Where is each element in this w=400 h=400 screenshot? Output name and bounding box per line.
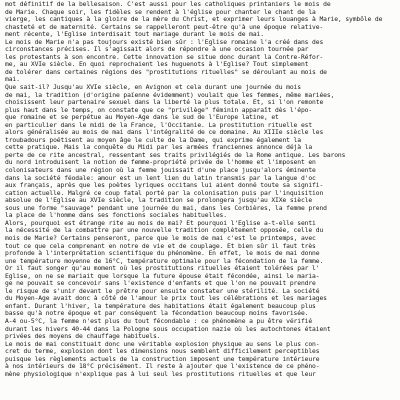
text-line: du nord introduisent la notion de femme-propriété privée de l'homme et l'imposent en <box>5 159 316 167</box>
text-line: Or il faut songer qu'au moment où les prostitutions rituelles étaient tolérées par l' <box>5 265 320 273</box>
text-line: Le mois de mai constituait donc une véritable explosion physique au sens le plus con- <box>5 340 320 348</box>
text-line: en particulier dans le midi de la France, l'Occitanie. La prostitution rituelle est <box>5 121 313 129</box>
text-line: que romaine et se perpétue au Moyen-Age dans le sud de l'Europe latine, et <box>5 114 279 122</box>
text-line: de Marie. Chaque soir, les fidèles se rendent à l'église pour chanter le chant de la <box>5 8 316 16</box>
text-line: circonstances précises. Il s'agissait alors de répondre à une occasion tournée par <box>5 46 309 54</box>
document-text-block <box>5 1 395 378</box>
text-line: alors généralisée au mois de mai dans l'intégralité de ce domaine. Au XIIIe siècle les <box>5 129 324 137</box>
text-line: cation actuelle. Malgré ce coup fatal porté par la colonisation puis par l'inquisition <box>5 189 324 197</box>
text-line: mois de Marie? Certains penseront, parce que le mois de mai c'est le printemps, avec <box>5 234 316 242</box>
text-line: dans la société féodale: amour est un lent lien du latin transmis par la langue d'oc <box>5 174 316 182</box>
text-line: profonde à l'interprétation scientifique du phénomène. En effet, le mois de mai donne <box>5 250 320 258</box>
text-line: de mai, la tradition (d'origine païenne évidemment) voulait que les femmes, même mariées, <box>5 91 335 99</box>
text-line: cret du terme, explosion dont les dimensions nous semblent difficilement perceptibles <box>5 348 320 356</box>
text-line: sous une forme "sauvage" pendant une journée du mai, dans les Corbières, la femme prend <box>5 204 327 212</box>
text-line: me, au XVIe siècle. En quoi reprochaient les huguenots à l'Eglise? Tout simplement <box>5 61 309 69</box>
text-line: plus haut dans le temps, on constate que ce "privilège" féminin apparaît dès l'épo- <box>5 106 313 114</box>
text-line: mène physiologique n'explique pas à lui seul les prostitutions rituelles et que leur <box>5 370 316 378</box>
text-line: basse qu'à notre époque et par conséquent la fécondation beaucoup moins favorisée. <box>5 310 309 318</box>
text-line: choisissent leur partenaire sexuel dans la liberté la plus totale. Et, si l'on remonte <box>5 99 324 107</box>
text-line: vierge, les cantiques à la gloire de la mère du Christ, et exprimer leurs louanges à Marie, symbôle de <box>5 16 383 24</box>
text-line: A-4 ou-5°C, la femme n'est plus du tout fécondable : ce phénomène a pu être vérifié <box>5 317 313 325</box>
text-line: colonisateurs dans une région où la femme jouissait d'une place jusqu'alors éminente <box>5 167 316 175</box>
text-line: Le mois de Marie n'a pas toujours existé bien sûr : l'Eglise romaine l'a créé dans des <box>5 38 324 46</box>
text-line: la nécessité de la combattre par une nouvelle tradition complètement opposée, celle du <box>5 227 324 235</box>
text-line: du Moyen-Age avait donc à côté de l'amour le prix tout les célébrations et les mariages <box>5 295 327 303</box>
text-line: Alors, pourquoi est étrange rite au mois de mai? Et pourquoi l'Eglise a-t-elle senti <box>5 219 316 227</box>
text-line: perte de ce rite ancestral, ressentant ses traits privilégiés de la Rome antique. Les barons <box>5 151 346 159</box>
text-line: mot définitif de la bellesaison. C'est aussi pour les catholiques printaniers le mois de <box>5 1 331 8</box>
text-line: Que sait-il? Jusqu'au XVIe siècle, en Avignon et cela durant une journée du mois <box>5 84 301 92</box>
text-line: le risque de s'unir devant le prêtre pour ensuite constater une stérilité. La société <box>5 287 320 295</box>
text-line: tout ce que cela comprenant en notre de vie et de couplage. Et bien sûr il faut très <box>5 242 316 250</box>
text-line: troubadours poétisent au moyen âge le culte de la Dame, qui exprime également la <box>5 136 301 144</box>
text-line: de tolérer dans certaines régions des "prostitutions rituelles" se déroulant au mois de <box>5 68 327 76</box>
text-line: mai. <box>5 76 20 84</box>
text-line: chasteté et de maternité. Certains se rappelleront peut-être qu'à une époque relative- <box>5 23 324 31</box>
text-line: ge ne pouvait se concevoir sans l'existence d'enfants et que l'on ne pouvait prendre <box>5 280 316 288</box>
text-line: à nos intérieurs de 18°C précisément. Il reste à ajouter que l'existence de ce phéno- <box>5 363 320 371</box>
text-line: privées des moyens de chauffage habituels. <box>5 333 161 341</box>
text-line: Eglise, on ne se mariait que lorsque la future épouse était fécondée, ainsi le maria- <box>5 272 320 280</box>
text-line: les protestants à son encontre. Cette innovation se situe donc durant la Contre-Réfor- <box>5 53 324 61</box>
text-line: la place de l'homme dans ses fonctions sociales habituelles. <box>5 212 227 220</box>
text-line: ment récente, l'Eglise interdisait tout mariage durant le mois de mai. <box>5 31 264 39</box>
text-line: cette pratique. Mais la conquête du Midi par les armées franciennes annonce déjà la <box>5 144 313 152</box>
text-line: une température moyenne de 16°C, température optimale pour la fécondation de la femme. <box>5 257 324 265</box>
text-line: absolue de l'Eglise au XVIe siècle, la tradition se prolongera jusqu'au XIXe siècle <box>5 197 313 205</box>
text-line: durant les hivers 40-44 dans la Pologne sous occupation nazie où les autochtones étaient <box>5 325 331 333</box>
text-line: puisque les règlements actuels de la construction imposent une température intérieure <box>5 355 320 363</box>
text-line: aux français, après que les poètes lyriques occitans lui aient donné toute sa signifi- <box>5 182 324 190</box>
text-line: enfant. Durant l'hiver, la température des habitations était également beaucoup plus <box>5 302 316 310</box>
